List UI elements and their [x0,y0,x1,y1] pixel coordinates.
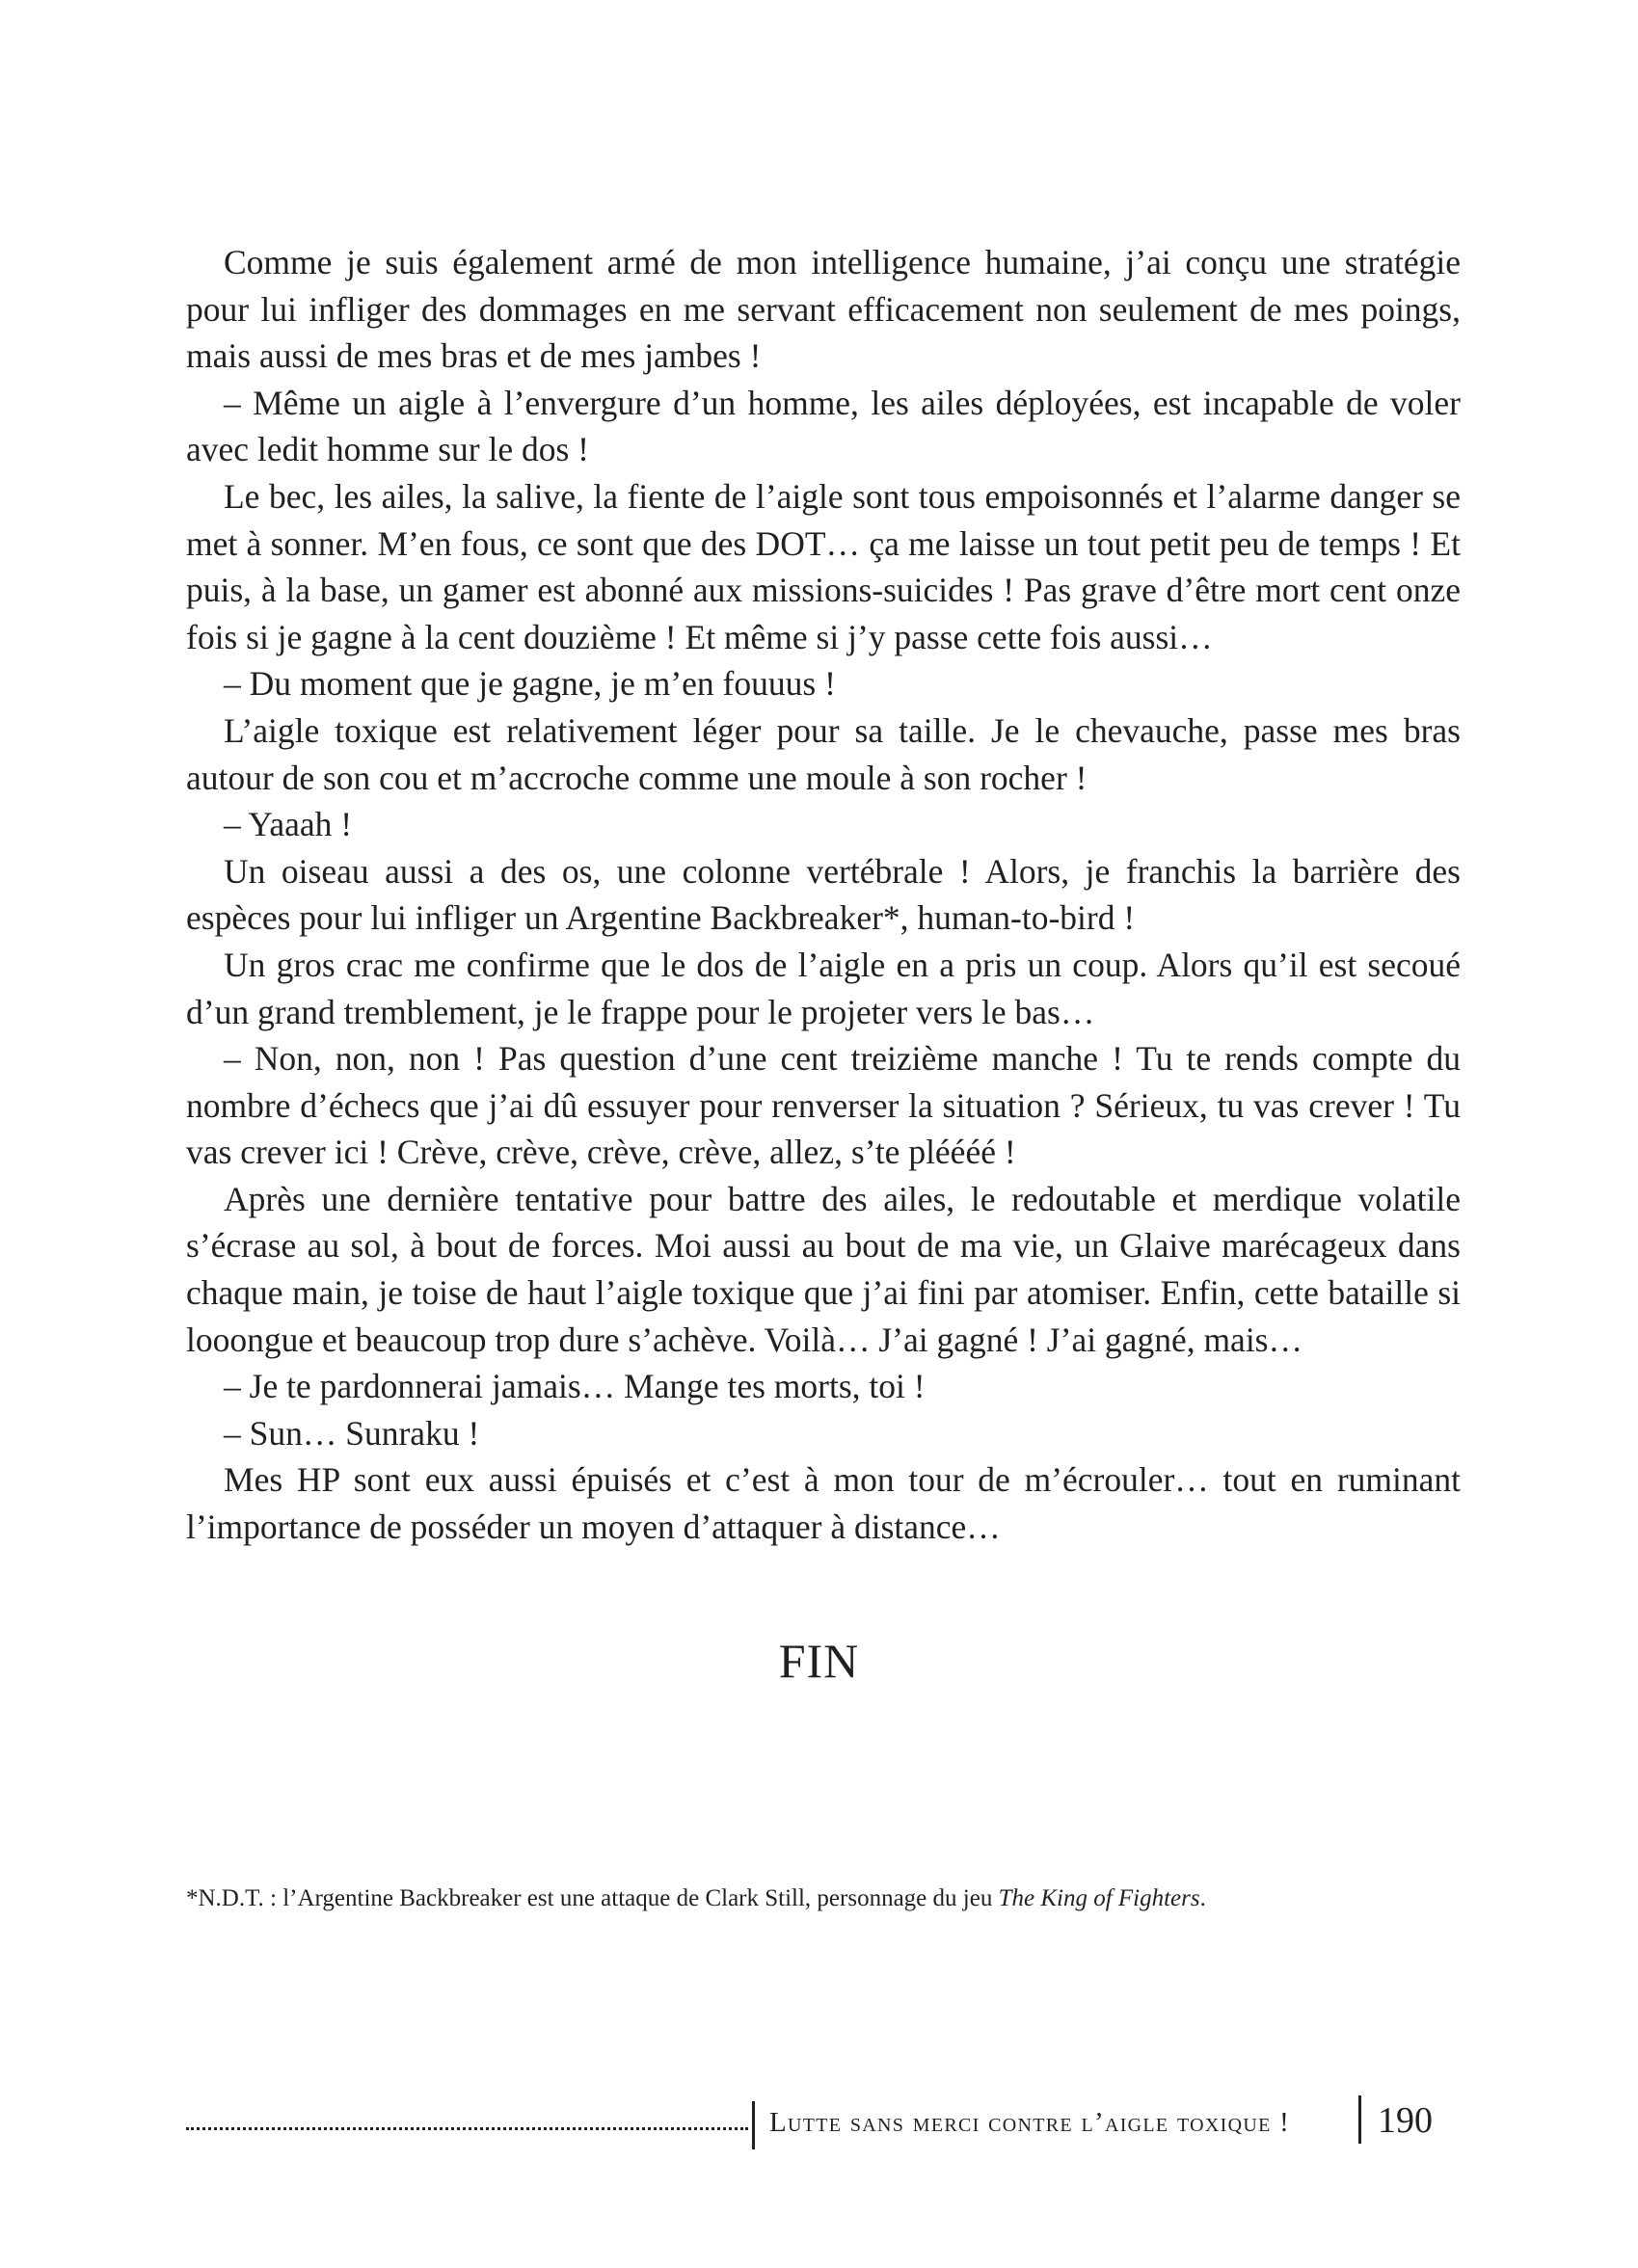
footnote [186,1882,1461,1915]
paragraph: Le bec, les ailes, la salive, la fiente de l’aigle sont tous empoisonnés et l’alarme danger se met à sonner. M’en fous, ce sont que des DOT… ça me laisse un tout petit peu de temps ! Et puis, à la base, un gamer est abonné aux missions-suicides ! Pas grave d’être mort cent onze fois si je gagne à la cent douzième ! Et même si j’y passe cette fois aussi… [186,476,1461,656]
paragraph: L’aigle toxique est relativement léger pour sa taille. Je le chevauche, passe mes bras autour de son cou et m’accroche comme une moule à son rocher ! [186,710,1461,797]
end-title: FIN [778,1634,860,1688]
paragraph: Mes HP sont eux aussi épuisés et c’est à mon tour de m’écrouler… tout en ruminant l’importance de posséder un moyen d’attaquer à distance… [186,1460,1461,1547]
running-footer [186,2095,1461,2153]
paragraph: Après une dernière tentative pour battre des ailes, le redoutable et merdique volatile s’écrase au sol, à bout de forces. Moi aussi au bout de ma vie, un Glaive marécageux dans chaque main, je toise de haut l’aigle toxique que j’ai fini par atomiser. Enfin, cette bataille si looongue et beaucoup trop dure s’achève. Voilà… J’ai gagné ! J’ai gagné, mais… [186,1179,1461,1359]
footer-divider-right [1358,2095,1361,2144]
paragraph: – Non, non, non ! Pas question d’une cent treizième manche ! Tu te rends compte du nombre d’échecs que j’ai dû essuyer pour renverser la situation ? Sérieux, tu vas crever ! Tu vas crever ici ! Crève, crève, crève, crève, allez, s’te pléééé ! [186,1039,1461,1172]
paragraph: – Je te pardonnerai jamais… Mange tes morts, toi ! [224,1367,926,1406]
paragraph: Un oiseau aussi a des os, une colonne vertébrale ! Alors, je franchis la barrière des espèces pour lui infliger un Argentine Backbreaker*, human-to-bird ! [186,851,1461,938]
footnote-text: *N.D.T. : l’Argentine Backbreaker est une attaque de Clark Still, personnage du jeu [186,1885,999,1911]
paragraph: – Yaaah ! [224,805,353,844]
paragraph: – Du moment que je gagne, je m’en fouuus ! [224,664,836,704]
paragraph: – Sun… Sunraku ! [224,1413,480,1453]
page-number: 190 [1378,2100,1433,2141]
paragraph: – Même un aigle à l’envergure d’un homme, les ailes déployées, est incapable de voler avec ledit homme sur le dos ! [186,383,1461,469]
running-title: Lutte sans merci contre l’aigle toxique ! [769,2107,1291,2138]
paragraph: Comme je suis également armé de mon intelligence humaine, j’ai conçu une stratégie pour lui infliger des dommages en me servant efficacement non seulement de mes poings, mais aussi de mes bras et de mes jambes ! [186,243,1461,376]
footer-divider-left [752,2101,755,2149]
footnote-tail: . [1199,1885,1206,1911]
footnote-game-title: The King of Fighters [998,1885,1200,1911]
paragraph: Un gros crac me confirme que le dos de l’aigle en a pris un coup. Alors qu’il est secoué d’un grand tremblement, je le frappe pour le projeter vers le bas… [186,945,1461,1031]
footer-dotted-rule [186,2127,748,2130]
chapter-body [186,239,1461,1551]
